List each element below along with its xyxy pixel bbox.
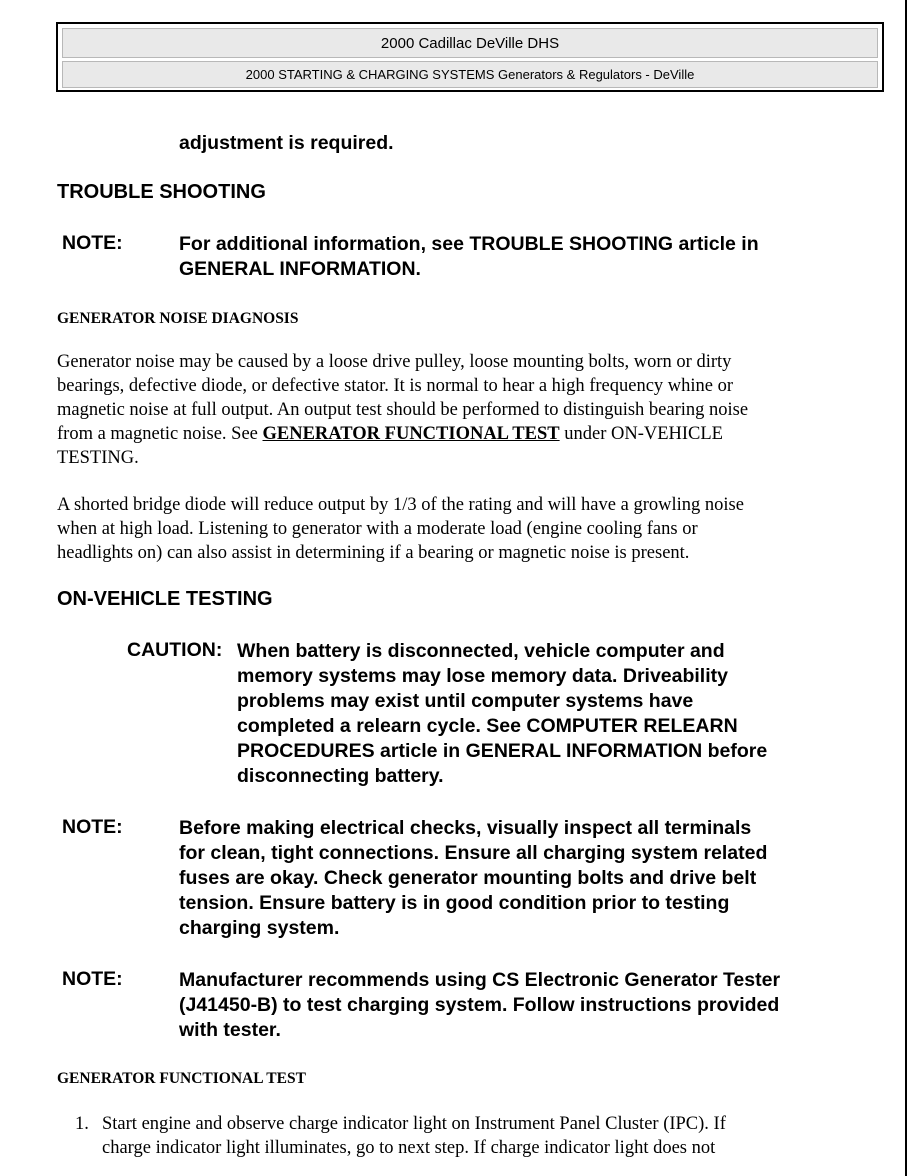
step-line: Start engine and observe charge indicator light on Instrument Panel Cluster (IPC). If bbox=[102, 1114, 726, 1134]
on-vehicle-testing-heading: ON-VEHICLE TESTING bbox=[57, 588, 273, 610]
note-line: charging system. bbox=[179, 917, 340, 939]
caution-line: When battery is disconnected, vehicle computer and bbox=[237, 640, 725, 662]
tester-note bbox=[179, 968, 879, 1043]
document-title: 2000 Cadillac DeVille DHS bbox=[62, 28, 878, 58]
para-text: from a magnetic noise. See bbox=[57, 424, 263, 444]
para-line: when at high load. Listening to generator with a moderate load (engine cooling fans or bbox=[57, 519, 698, 539]
note-line: fuses are okay. Check generator mounting bolts and drive belt bbox=[179, 867, 757, 889]
caution-line: completed a relearn cycle. See COMPUTER RELEARN bbox=[237, 715, 738, 737]
inspection-note bbox=[179, 816, 879, 941]
trouble-shooting-heading: TROUBLE SHOOTING bbox=[57, 181, 266, 203]
para-line: Generator noise may be caused by a loose drive pulley, loose mounting bolts, worn or dirty bbox=[57, 352, 732, 372]
step-line: charge indicator light illuminates, go to next step. If charge indicator light does not bbox=[102, 1138, 716, 1158]
note-label: NOTE: bbox=[62, 816, 123, 838]
caution-label: CAUTION: bbox=[127, 639, 223, 661]
note-line: with tester. bbox=[179, 1019, 281, 1041]
functional-test-heading: GENERATOR FUNCTIONAL TEST bbox=[57, 1070, 306, 1087]
note-label: NOTE: bbox=[62, 232, 123, 254]
document-header bbox=[56, 22, 884, 92]
generator-functional-test-link[interactable]: GENERATOR FUNCTIONAL TEST bbox=[262, 424, 560, 444]
para-line: TESTING. bbox=[57, 448, 139, 468]
note-line: Before making electrical checks, visually inspect all terminals bbox=[179, 817, 752, 839]
note-line: (J41450-B) to test charging system. Follow instructions provided bbox=[179, 994, 780, 1016]
para-line: headlights on) can also assist in determining if a bearing or magnetic noise is present. bbox=[57, 543, 690, 563]
trouble-note bbox=[179, 232, 879, 282]
note-label: NOTE: bbox=[62, 968, 123, 990]
noise-paragraph-2 bbox=[57, 493, 897, 565]
caution-line: disconnecting battery. bbox=[237, 765, 444, 787]
note-line: for clean, tight connections. Ensure all charging system related bbox=[179, 842, 768, 864]
intro-line: adjustment is required. bbox=[179, 132, 394, 154]
document-subtitle: 2000 STARTING & CHARGING SYSTEMS Generators & Regulators - DeVille bbox=[62, 61, 878, 88]
note-line: GENERAL INFORMATION. bbox=[179, 258, 421, 280]
noise-paragraph-1 bbox=[57, 350, 897, 470]
para-line: A shorted bridge diode will reduce output by 1/3 of the rating and will have a growling noise bbox=[57, 495, 744, 515]
note-line: tension. Ensure battery is in good condition prior to testing bbox=[179, 892, 730, 914]
note-line: Manufacturer recommends using CS Electronic Generator Tester bbox=[179, 969, 781, 991]
step-number: 1. bbox=[75, 1114, 89, 1134]
caution-line: memory systems may lose memory data. Driveability bbox=[237, 665, 728, 687]
para-line bbox=[57, 422, 897, 446]
para-line: magnetic noise at full output. An output test should be performed to distinguish bearing noise bbox=[57, 400, 749, 420]
para-line: bearings, defective diode, or defective stator. It is normal to hear a high frequency whine or bbox=[57, 376, 734, 396]
page-right-border bbox=[905, 0, 907, 1176]
para-text: under ON-VEHICLE bbox=[559, 424, 723, 444]
noise-diagnosis-heading: GENERATOR NOISE DIAGNOSIS bbox=[57, 310, 299, 327]
caution-line: PROCEDURES article in GENERAL INFORMATION before bbox=[237, 740, 768, 762]
note-line: For additional information, see TROUBLE SHOOTING article in bbox=[179, 233, 759, 255]
caution-line: problems may exist until computer systems have bbox=[237, 690, 694, 712]
caution-text bbox=[237, 639, 877, 789]
step-1-text bbox=[102, 1112, 892, 1160]
